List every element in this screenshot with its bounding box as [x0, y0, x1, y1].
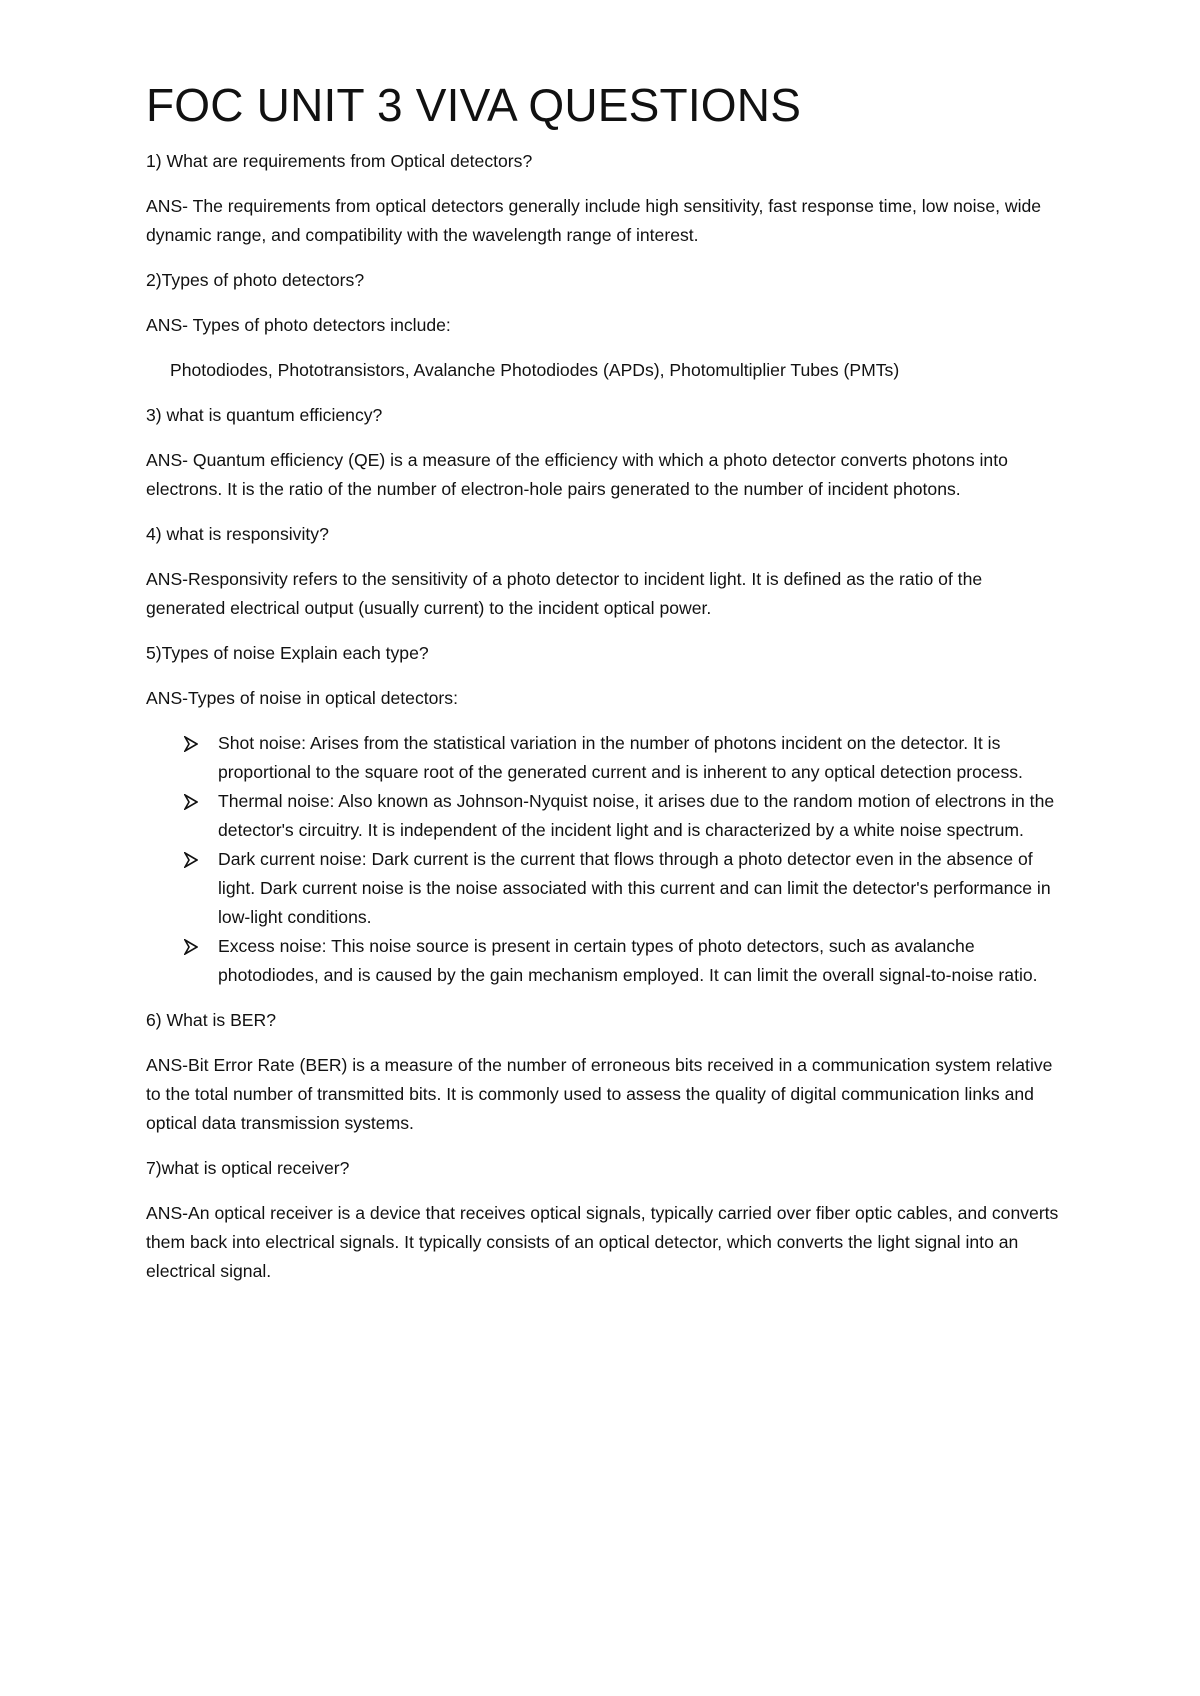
question-7: 7)what is optical receiver?	[146, 1158, 350, 1179]
question-1: 1) What are requirements from Optical detectors?	[146, 151, 533, 172]
answer-3: ANS- Quantum efficiency (QE) is a measure of the efficiency with which a photo detector converts photons into electrons. It is the ratio of the number of electron-hole pairs generated to the number of incident photons.	[146, 450, 1008, 500]
arrowhead-bullet-icon	[182, 729, 200, 758]
list-item	[146, 932, 1066, 990]
question-2: 2)Types of photo detectors?	[146, 270, 365, 291]
question-6: 6) What is BER?	[146, 1010, 277, 1031]
arrowhead-bullet-icon	[182, 932, 200, 961]
arrowhead-bullet-icon	[182, 845, 200, 874]
answer-1: ANS- The requirements from optical detectors generally include high sensitivity, fast response time, low noise, wide dynamic range, and compatibility with the wavelength range of interest.	[146, 196, 1042, 246]
bullet-text: Dark current noise: Dark current is the current that flows through a photo detector even in the absence of light. Dark current noise is the noise associated with this current and can limit the detector's performance in low-light conditions.	[218, 849, 1051, 928]
question-4: 4) what is responsivity?	[146, 524, 329, 545]
noise-types-list	[146, 729, 1066, 990]
bullet-text: Excess noise: This noise source is present in certain types of photo detectors, such as avalanche photodiodes, and is caused by the gain mechanism employed. It can limit the overall signal-to-noise ratio.	[218, 936, 1038, 986]
answer-5: ANS-Types of noise in optical detectors:	[146, 688, 458, 709]
answer-2: ANS- Types of photo detectors include:	[146, 315, 451, 336]
question-3: 3) what is quantum efficiency?	[146, 405, 383, 426]
list-item	[146, 845, 1066, 932]
list-item	[146, 729, 1066, 787]
answer-7: ANS-An optical receiver is a device that receives optical signals, typically carried over fiber optic cables, and converts them back into electrical signals. It typically consists of an optical detector, which converts the light signal into an electrical signal.	[146, 1203, 1059, 1282]
photo-detector-types-list: Photodiodes, Phototransistors, Avalanche Photodiodes (APDs), Photomultiplier Tubes (PMTs)	[170, 360, 900, 381]
list-item	[146, 787, 1066, 845]
answer-4: ANS-Responsivity refers to the sensitivity of a photo detector to incident light. It is defined as the ratio of the generated electrical output (usually current) to the incident optical power.	[146, 569, 983, 619]
question-5: 5)Types of noise Explain each type?	[146, 643, 429, 664]
arrowhead-bullet-icon	[182, 787, 200, 816]
bullet-text: Shot noise: Arises from the statistical variation in the number of photons incident on the detector. It is proportional to the square root of the generated current and is inherent to any optical detection process.	[218, 733, 1023, 783]
bullet-text: Thermal noise: Also known as Johnson-Nyquist noise, it arises due to the random motion of electrons in the detector's circuitry. It is independent of the incident light and is characterized by a white noise spectrum.	[218, 791, 1055, 841]
document-page	[146, 78, 1066, 1302]
answer-6: ANS-Bit Error Rate (BER) is a measure of the number of erroneous bits received in a communication system relative to the total number of transmitted bits. It is commonly used to assess the quality of digital communication links and optical data transmission systems.	[146, 1055, 1053, 1134]
document-title: FOC UNIT 3 VIVA QUESTIONS	[146, 79, 802, 131]
